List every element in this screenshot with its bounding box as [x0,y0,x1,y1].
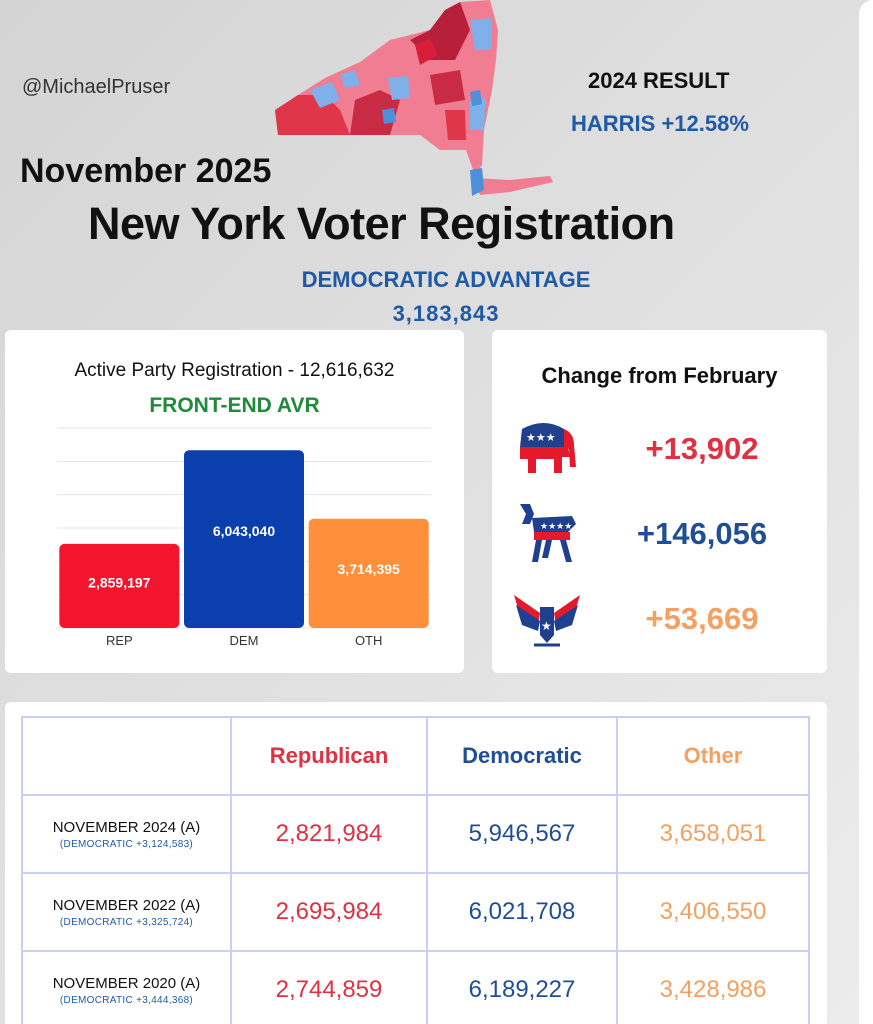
chart-subtitle: FRONT-END AVR [149,394,320,417]
change-row-democratic [492,500,827,570]
table-row [22,873,809,951]
row-label-margin: (DEMOCRATIC +3,124,583) [59,838,194,850]
x-tick-label: REP [105,633,133,648]
table-row [22,795,809,873]
row-label-margin: (DEMOCRATIC +3,444,368) [59,994,194,1006]
cell-republican: 2,695,984 [231,873,427,951]
history-table-card [5,702,827,1024]
cell-republican: 2,821,984 [231,795,427,873]
change-row-republican [492,415,827,485]
table-row [22,951,809,1024]
x-tick-label: OTH [354,633,383,648]
table-header-row [22,717,809,795]
svg-text:★: ★ [541,619,552,633]
new-york-map [270,0,560,210]
democratic-donkey-icon [512,500,582,566]
table-header-republican: Republican [231,717,427,795]
change-value-democratic: +146,056 [636,516,768,551]
month-title: November 2025 [20,152,272,190]
table-header-blank [22,717,231,795]
cell-other: 3,406,550 [617,873,809,951]
map-red-east [430,70,465,105]
page-title: New York Voter Registration [88,198,675,249]
row-label [22,873,231,951]
map-long-island [475,176,553,195]
map-blue-4 [382,108,396,124]
bar-value-label: 2,859,197 [88,574,151,591]
advantage-label: DEMOCRATIC ADVANTAGE [301,267,591,292]
svg-text:★★★: ★★★ [526,431,556,444]
result-value: HARRIS +12.58% [571,111,749,136]
bar-value-label: 3,714,395 [337,560,400,577]
row-label-period: NOVEMBER 2020 (A) [52,974,201,992]
change-card [492,330,827,673]
change-value-republican: +13,902 [645,431,759,466]
history-table [21,716,810,1024]
advantage-value: 3,183,843 [392,301,500,326]
author-handle: @MichaelPruser [22,76,171,98]
row-label-margin: (DEMOCRATIC +3,325,724) [59,916,194,928]
eagle-emblem-icon [512,585,582,651]
row-label [22,795,231,873]
bar-value-label: 6,043,040 [212,523,276,540]
cell-democratic: 5,946,567 [427,795,617,873]
cell-republican: 2,744,859 [231,951,427,1024]
result-title: 2024 RESULT [588,68,730,93]
cell-other: 3,658,051 [617,795,809,873]
table-header-democratic: Democratic [427,717,617,795]
registration-chart-card [5,330,464,673]
svg-text:★★★★: ★★★★ [540,522,573,532]
table-header-other: Other [617,717,809,795]
x-tick-label: DEM [229,633,259,648]
row-label [22,951,231,1024]
change-title: Change from February [541,363,778,388]
row-label-period: NOVEMBER 2022 (A) [52,896,201,914]
page-edge [859,0,873,1024]
map-blue-6 [470,90,482,106]
cell-democratic: 6,021,708 [427,873,617,951]
change-row-other [492,585,827,655]
row-label-period: NOVEMBER 2024 (A) [52,818,201,836]
cell-democratic: 6,189,227 [427,951,617,1024]
republican-elephant-icon [512,415,582,481]
map-red-east2 [445,110,466,140]
cell-other: 3,428,986 [617,951,809,1024]
change-value-other: +53,669 [645,601,759,636]
chart-title: Active Party Registration - 12,616,632 [74,360,395,381]
